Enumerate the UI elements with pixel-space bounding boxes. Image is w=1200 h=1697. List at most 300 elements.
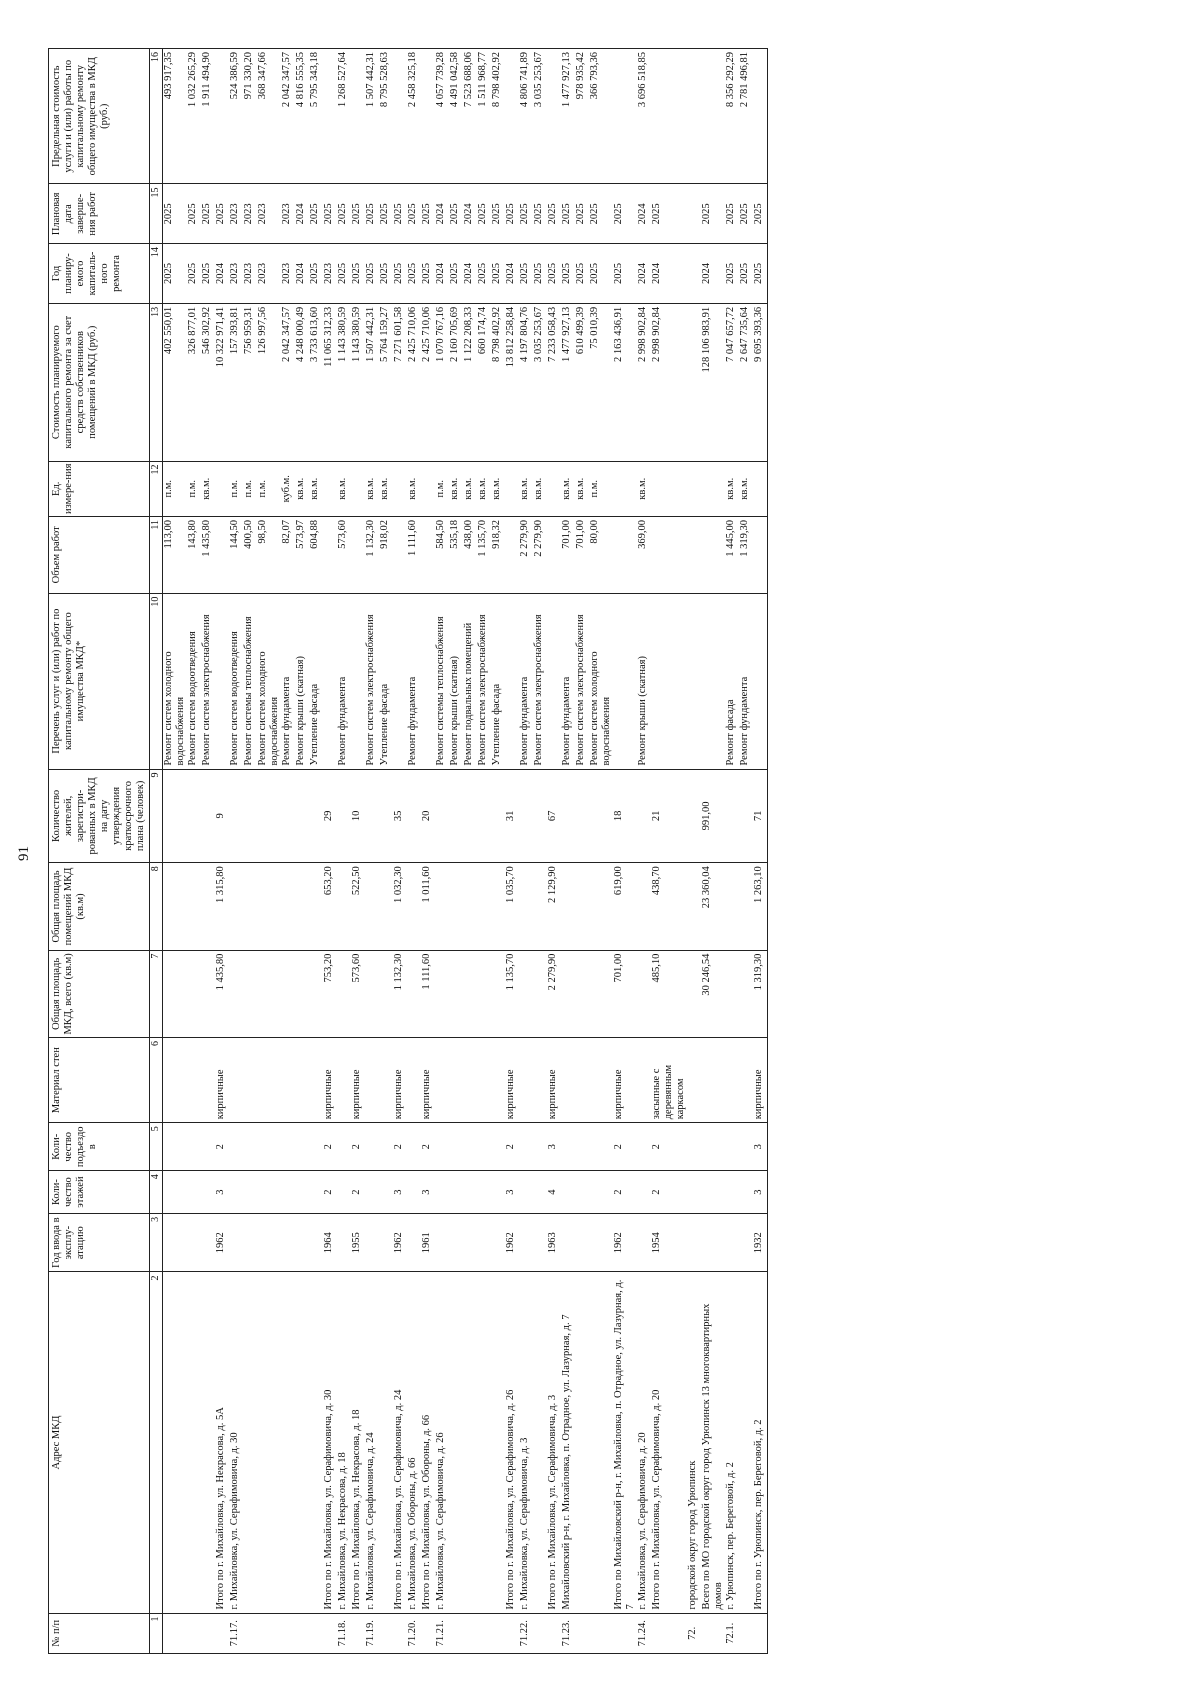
table-cell: 2 (421, 1123, 435, 1171)
table-cell: 2024 (215, 244, 229, 304)
table-cell (295, 863, 309, 950)
table-cell: 584,50 (435, 516, 449, 593)
table-cell: п.м. (243, 461, 257, 516)
table-cell (435, 1123, 449, 1171)
table-cell (687, 593, 701, 769)
table-cell (505, 593, 519, 769)
table-cell (201, 1038, 215, 1123)
table-cell (613, 461, 637, 516)
column-header: Плановая дата заверше-ния работ (49, 184, 150, 244)
table-cell: 2 (613, 1123, 637, 1171)
table-cell: 1 507 442,31 (365, 303, 379, 461)
table-cell: кв.м. (533, 461, 547, 516)
table-cell: Ремонт крыши (скатная) (637, 593, 651, 769)
table-cell (519, 950, 533, 1037)
table-cell (163, 863, 188, 950)
table-cell (463, 1171, 477, 1214)
table-cell (477, 1171, 491, 1214)
table-cell (187, 1613, 201, 1653)
table-cell (739, 769, 753, 863)
table-row (435, 49, 449, 1654)
table-cell: 5 764 159,27 (379, 303, 393, 461)
table-cell (739, 1123, 753, 1171)
table-cell (575, 950, 589, 1037)
table-cell (201, 1613, 215, 1653)
table-cell: 2023 (281, 184, 295, 244)
table-cell: 2023 (281, 244, 295, 304)
table-cell (687, 461, 701, 516)
table-cell (281, 950, 295, 1037)
table-cell (337, 863, 351, 950)
table-cell: 82,07 (281, 516, 295, 593)
table-cell: 7 271 601,58 (393, 303, 407, 461)
table-cell (589, 1171, 613, 1214)
table-cell (163, 1171, 188, 1214)
table-cell: п.м. (589, 461, 613, 516)
table-cell (337, 1123, 351, 1171)
table-cell: 1 477 927,13 (561, 49, 575, 184)
table-cell: кирпичные (393, 1038, 407, 1123)
table-cell (575, 1613, 589, 1653)
table-cell (687, 1171, 701, 1214)
table-cell (229, 769, 243, 863)
table-cell (725, 950, 739, 1037)
table-cell: 2025 (589, 244, 613, 304)
table-cell (463, 769, 477, 863)
table-cell (435, 863, 449, 950)
table-cell: кв.м. (561, 461, 575, 516)
table-cell (421, 516, 435, 593)
table-row (215, 49, 229, 1654)
page-number: 91 (16, 846, 32, 861)
table-cell (379, 1213, 393, 1272)
table-cell (257, 1123, 281, 1171)
table-cell (687, 1123, 701, 1171)
table-cell (449, 1213, 463, 1272)
table-cell: 4 491 042,58 (449, 49, 463, 184)
table-cell: 2 (351, 1171, 365, 1214)
table-cell: 1 070 767,16 (435, 303, 449, 461)
table-cell (561, 863, 575, 950)
table-cell (575, 1171, 589, 1214)
table-cell: кирпичные (505, 1038, 519, 1123)
table-cell: 10 (351, 769, 365, 863)
table-row (477, 49, 491, 1654)
table-cell (449, 1613, 463, 1653)
table-cell: 3 (753, 1171, 768, 1214)
table-row (651, 49, 687, 1654)
table-cell: Ремонт систем холодного водоснабжения (163, 593, 188, 769)
table-cell: 2025 (613, 184, 637, 244)
table-cell: 2025 (701, 184, 725, 244)
table-cell (561, 1171, 575, 1214)
table-cell: 756 959,31 (243, 303, 257, 461)
table-cell: кирпичные (613, 1038, 637, 1123)
table-cell: 2024 (637, 244, 651, 304)
table-cell (243, 1613, 257, 1653)
table-cell (215, 593, 229, 769)
table-cell: п.м. (187, 461, 201, 516)
table-cell (365, 863, 379, 950)
table-cell: 2 (393, 1123, 407, 1171)
table-cell: 2025 (201, 184, 215, 244)
table-cell (477, 950, 491, 1037)
table-cell (613, 49, 637, 184)
table-cell: 1 435,80 (201, 516, 215, 593)
table-cell: кв.м. (519, 461, 533, 516)
table-cell (449, 1272, 463, 1613)
table-cell (533, 1613, 547, 1653)
table-cell (739, 950, 753, 1037)
table-cell: 1 143 380,59 (351, 303, 365, 461)
table-cell: 610 499,39 (575, 303, 589, 461)
table-cell: 2023 (257, 184, 281, 244)
table-cell: 2024 (651, 244, 687, 304)
table-cell: 67 (547, 769, 561, 863)
table-cell: 918,32 (491, 516, 505, 593)
table-cell (281, 1213, 295, 1272)
table-cell (407, 950, 421, 1037)
table-cell (575, 863, 589, 950)
table-cell (281, 863, 295, 950)
table-cell (463, 950, 477, 1037)
table-cell (701, 461, 725, 516)
table-cell: 1 319,30 (739, 516, 753, 593)
table-cell: 1962 (505, 1213, 519, 1272)
table-cell (547, 516, 561, 593)
table-cell: 1 511 968,77 (477, 49, 491, 184)
table-row (547, 49, 561, 1654)
column-number: 2 (150, 1272, 163, 1613)
table-cell (449, 863, 463, 950)
table-cell (187, 769, 201, 863)
table-cell (295, 1272, 309, 1613)
table-cell: 21 (651, 769, 687, 863)
table-cell (753, 49, 768, 184)
table-cell: 369,00 (637, 516, 651, 593)
table-cell (547, 593, 561, 769)
table-cell (309, 1171, 323, 1214)
table-cell (687, 184, 701, 244)
table-cell: кв.м. (201, 461, 215, 516)
table-cell: Ремонт систем электроснабжения (533, 593, 547, 769)
table-cell (309, 1038, 323, 1123)
table-cell (323, 516, 337, 593)
table-cell: 701,00 (613, 950, 637, 1037)
column-number: 15 (150, 184, 163, 244)
table-cell: 128 106 983,91 (701, 303, 725, 461)
table-cell (163, 1038, 188, 1123)
table-row (201, 49, 215, 1654)
table-cell: 3 696 518,85 (637, 49, 651, 184)
table-row (295, 49, 309, 1654)
table-cell (637, 1123, 651, 1171)
table-cell: 29 (323, 769, 337, 863)
table-cell: 2025 (201, 244, 215, 304)
table-cell (519, 769, 533, 863)
table-cell: 2024 (463, 244, 477, 304)
table-cell (257, 1272, 281, 1613)
table-cell (477, 1123, 491, 1171)
table-cell: кв.м. (477, 461, 491, 516)
column-header: Год планиру-емого капиталь-ного ремонта (49, 244, 150, 304)
column-header: Объем работ (49, 516, 150, 593)
table-cell: 1955 (351, 1213, 365, 1272)
table-cell: 971 330,20 (243, 49, 257, 184)
table-cell (323, 593, 337, 769)
table-cell: 1 435,80 (215, 950, 229, 1037)
table-cell (407, 1038, 421, 1123)
table-cell: 3 (421, 1171, 435, 1214)
table-cell: Ремонт систем электроснабжения (365, 593, 379, 769)
column-number: 8 (150, 863, 163, 950)
table-cell: кв.м. (337, 461, 351, 516)
table-cell (561, 1123, 575, 1171)
table-cell: Ремонт крыши (скатная) (295, 593, 309, 769)
table-cell: 2025 (379, 184, 393, 244)
table-cell (547, 1613, 561, 1653)
table-cell: 1 111,60 (421, 950, 435, 1037)
table-cell: 3 (215, 1171, 229, 1214)
table-cell (201, 769, 215, 863)
table-cell (701, 49, 725, 184)
table-cell: кв.м. (739, 461, 753, 516)
table-cell: 2025 (407, 244, 421, 304)
table-cell (215, 461, 229, 516)
table-cell (379, 1123, 393, 1171)
table-cell (309, 1613, 323, 1653)
table-cell: 2 279,90 (533, 516, 547, 593)
table-cell: 2025 (725, 244, 739, 304)
table-cell (491, 769, 505, 863)
table-cell: кирпичные (351, 1038, 365, 1123)
column-number: 1 (150, 1613, 163, 1653)
table-cell (379, 1171, 393, 1214)
table-cell: 2 (351, 1123, 365, 1171)
table-cell: городской округ город Урюпинск (687, 1272, 701, 1613)
table-cell: 753,20 (323, 950, 337, 1037)
table-cell (393, 593, 407, 769)
table-cell: 2025 (365, 184, 379, 244)
table-cell: 2025 (365, 244, 379, 304)
table-cell (575, 1272, 589, 1613)
column-number: 9 (150, 769, 163, 863)
table-cell: 2025 (187, 184, 201, 244)
table-cell (701, 1038, 725, 1123)
table-cell (575, 1038, 589, 1123)
table-cell: г. Урюпинск, пер. Береговой, д. 2 (725, 1272, 739, 1613)
column-number: 7 (150, 950, 163, 1037)
table-row (701, 49, 725, 1654)
table-cell: 546 302,92 (201, 303, 215, 461)
table-cell (753, 593, 768, 769)
table-cell (435, 1171, 449, 1214)
table-cell: 2025 (215, 184, 229, 244)
table-cell (309, 1272, 323, 1613)
table-cell: куб.м. (281, 461, 295, 516)
table-cell: Ремонт фундамента (281, 593, 295, 769)
table-cell: 126 997,56 (257, 303, 281, 461)
column-number: 11 (150, 516, 163, 593)
table-cell: Ремонт фундамента (519, 593, 533, 769)
table-cell (243, 1272, 257, 1613)
table-cell: 1 268 527,64 (337, 49, 351, 184)
table-cell: 3 (393, 1171, 407, 1214)
table-cell: 5 795 343,18 (309, 49, 323, 184)
table-cell (407, 1213, 421, 1272)
table-cell (491, 863, 505, 950)
table-cell (753, 516, 768, 593)
table-cell (477, 1038, 491, 1123)
table-cell (687, 244, 701, 304)
table-cell: 71.24. (637, 1613, 651, 1653)
table-cell: Итого по г. Михайловка, ул. Серафимовича, д. 30 (323, 1272, 337, 1613)
table-cell (337, 1213, 351, 1272)
table-cell: 2 (215, 1123, 229, 1171)
table-cell: 2025 (491, 184, 505, 244)
table-cell: Утепление фасада (309, 593, 323, 769)
table-cell: 2024 (637, 184, 651, 244)
table-cell: 71.17. (229, 1613, 243, 1653)
table-cell: г. Михайловка, ул. Серафимовича, д. 3 (519, 1272, 533, 1613)
table-cell (477, 1272, 491, 1613)
table-cell (589, 1123, 613, 1171)
table-cell: кирпичные (215, 1038, 229, 1123)
table-cell: 2023 (243, 244, 257, 304)
table-cell (365, 1171, 379, 1214)
table-cell (613, 1613, 637, 1653)
table-cell (163, 1613, 188, 1653)
table-cell (651, 461, 687, 516)
table-cell: 2025 (421, 244, 435, 304)
table-cell: 2 042 347,57 (281, 303, 295, 461)
table-cell (323, 461, 337, 516)
table-cell (337, 1171, 351, 1214)
table-cell (533, 1038, 547, 1123)
table-cell: 2 163 436,91 (613, 303, 637, 461)
table-cell (365, 1213, 379, 1272)
table-cell: 2023 (229, 244, 243, 304)
table-cell: 2 998 902,84 (651, 303, 687, 461)
table-cell (575, 1213, 589, 1272)
table-row (163, 49, 188, 1654)
column-number: 14 (150, 244, 163, 304)
table-cell: 2025 (421, 184, 435, 244)
table-cell (421, 1613, 435, 1653)
table-row (309, 49, 323, 1654)
table-cell (201, 950, 215, 1037)
table-row (243, 49, 257, 1654)
table-cell (533, 1171, 547, 1214)
table-cell (739, 1613, 753, 1653)
table-cell: 2025 (323, 184, 337, 244)
table-cell (547, 461, 561, 516)
header-row (49, 49, 150, 1654)
table-cell (561, 1038, 575, 1123)
table-cell (393, 49, 407, 184)
table-cell (725, 769, 739, 863)
table-row (561, 49, 575, 1654)
table-cell: 7 047 657,72 (725, 303, 739, 461)
table-cell (351, 1613, 365, 1653)
table-cell (477, 1213, 491, 1272)
table-row (637, 49, 651, 1654)
table-cell: кв.м. (309, 461, 323, 516)
table-cell (243, 769, 257, 863)
table-cell (421, 593, 435, 769)
table-row (323, 49, 337, 1654)
table-cell (491, 1272, 505, 1613)
table-row (421, 49, 435, 1654)
table-cell: 1 507 442,31 (365, 49, 379, 184)
table-cell (477, 863, 491, 950)
table-cell (701, 1123, 725, 1171)
table-cell (449, 769, 463, 863)
table-cell: 2025 (651, 184, 687, 244)
table-cell: 18 (613, 769, 637, 863)
table-cell (295, 1171, 309, 1214)
table-cell: Ремонт фундамента (337, 593, 351, 769)
table-cell (725, 1213, 739, 1272)
table-cell (187, 863, 201, 950)
table-cell (257, 863, 281, 950)
table-cell: 524 386,59 (229, 49, 243, 184)
table-row (753, 49, 768, 1654)
table-cell: 701,00 (561, 516, 575, 593)
column-number: 12 (150, 461, 163, 516)
table-cell (187, 950, 201, 1037)
table-cell (187, 1272, 201, 1613)
table-cell: 2025 (519, 184, 533, 244)
table-cell (407, 863, 421, 950)
table-cell: г. Михайловка, ул. Некрасова, д. 18 (337, 1272, 351, 1613)
table-cell: 438,00 (463, 516, 477, 593)
table-cell (519, 863, 533, 950)
table-cell (337, 1038, 351, 1123)
table-cell (505, 49, 519, 184)
table-cell: 653,20 (323, 863, 337, 950)
table-cell (281, 1171, 295, 1214)
table-cell: 485,10 (651, 950, 687, 1037)
table-cell (589, 769, 613, 863)
table-cell (257, 1171, 281, 1214)
table-cell (637, 769, 651, 863)
table-cell: Ремонт фундамента (407, 593, 421, 769)
table-cell (435, 950, 449, 1037)
table-cell (637, 950, 651, 1037)
table-cell (393, 1613, 407, 1653)
table-cell: 9 (215, 769, 229, 863)
table-cell: 2025 (337, 184, 351, 244)
table-cell: 2025 (351, 184, 365, 244)
table-cell: 2025 (725, 184, 739, 244)
table-cell: 4 057 739,28 (435, 49, 449, 184)
table-cell: 2025 (187, 244, 201, 304)
table-cell (491, 1613, 505, 1653)
table-cell: 71.18. (337, 1613, 351, 1653)
column-header: Коли-чество подъездо в (49, 1123, 150, 1171)
table-cell (393, 516, 407, 593)
table-cell: 701,00 (575, 516, 589, 593)
table-cell: 143,80 (187, 516, 201, 593)
table-cell: Ремонт системы теплоснабжения (435, 593, 449, 769)
table-cell (561, 1213, 575, 1272)
table-cell: 619,00 (613, 863, 637, 950)
table-cell: 3 035 253,67 (533, 303, 547, 461)
table-cell (687, 950, 701, 1037)
table-cell: Ремонт подвальных помещений (463, 593, 477, 769)
table-cell (701, 1171, 725, 1214)
